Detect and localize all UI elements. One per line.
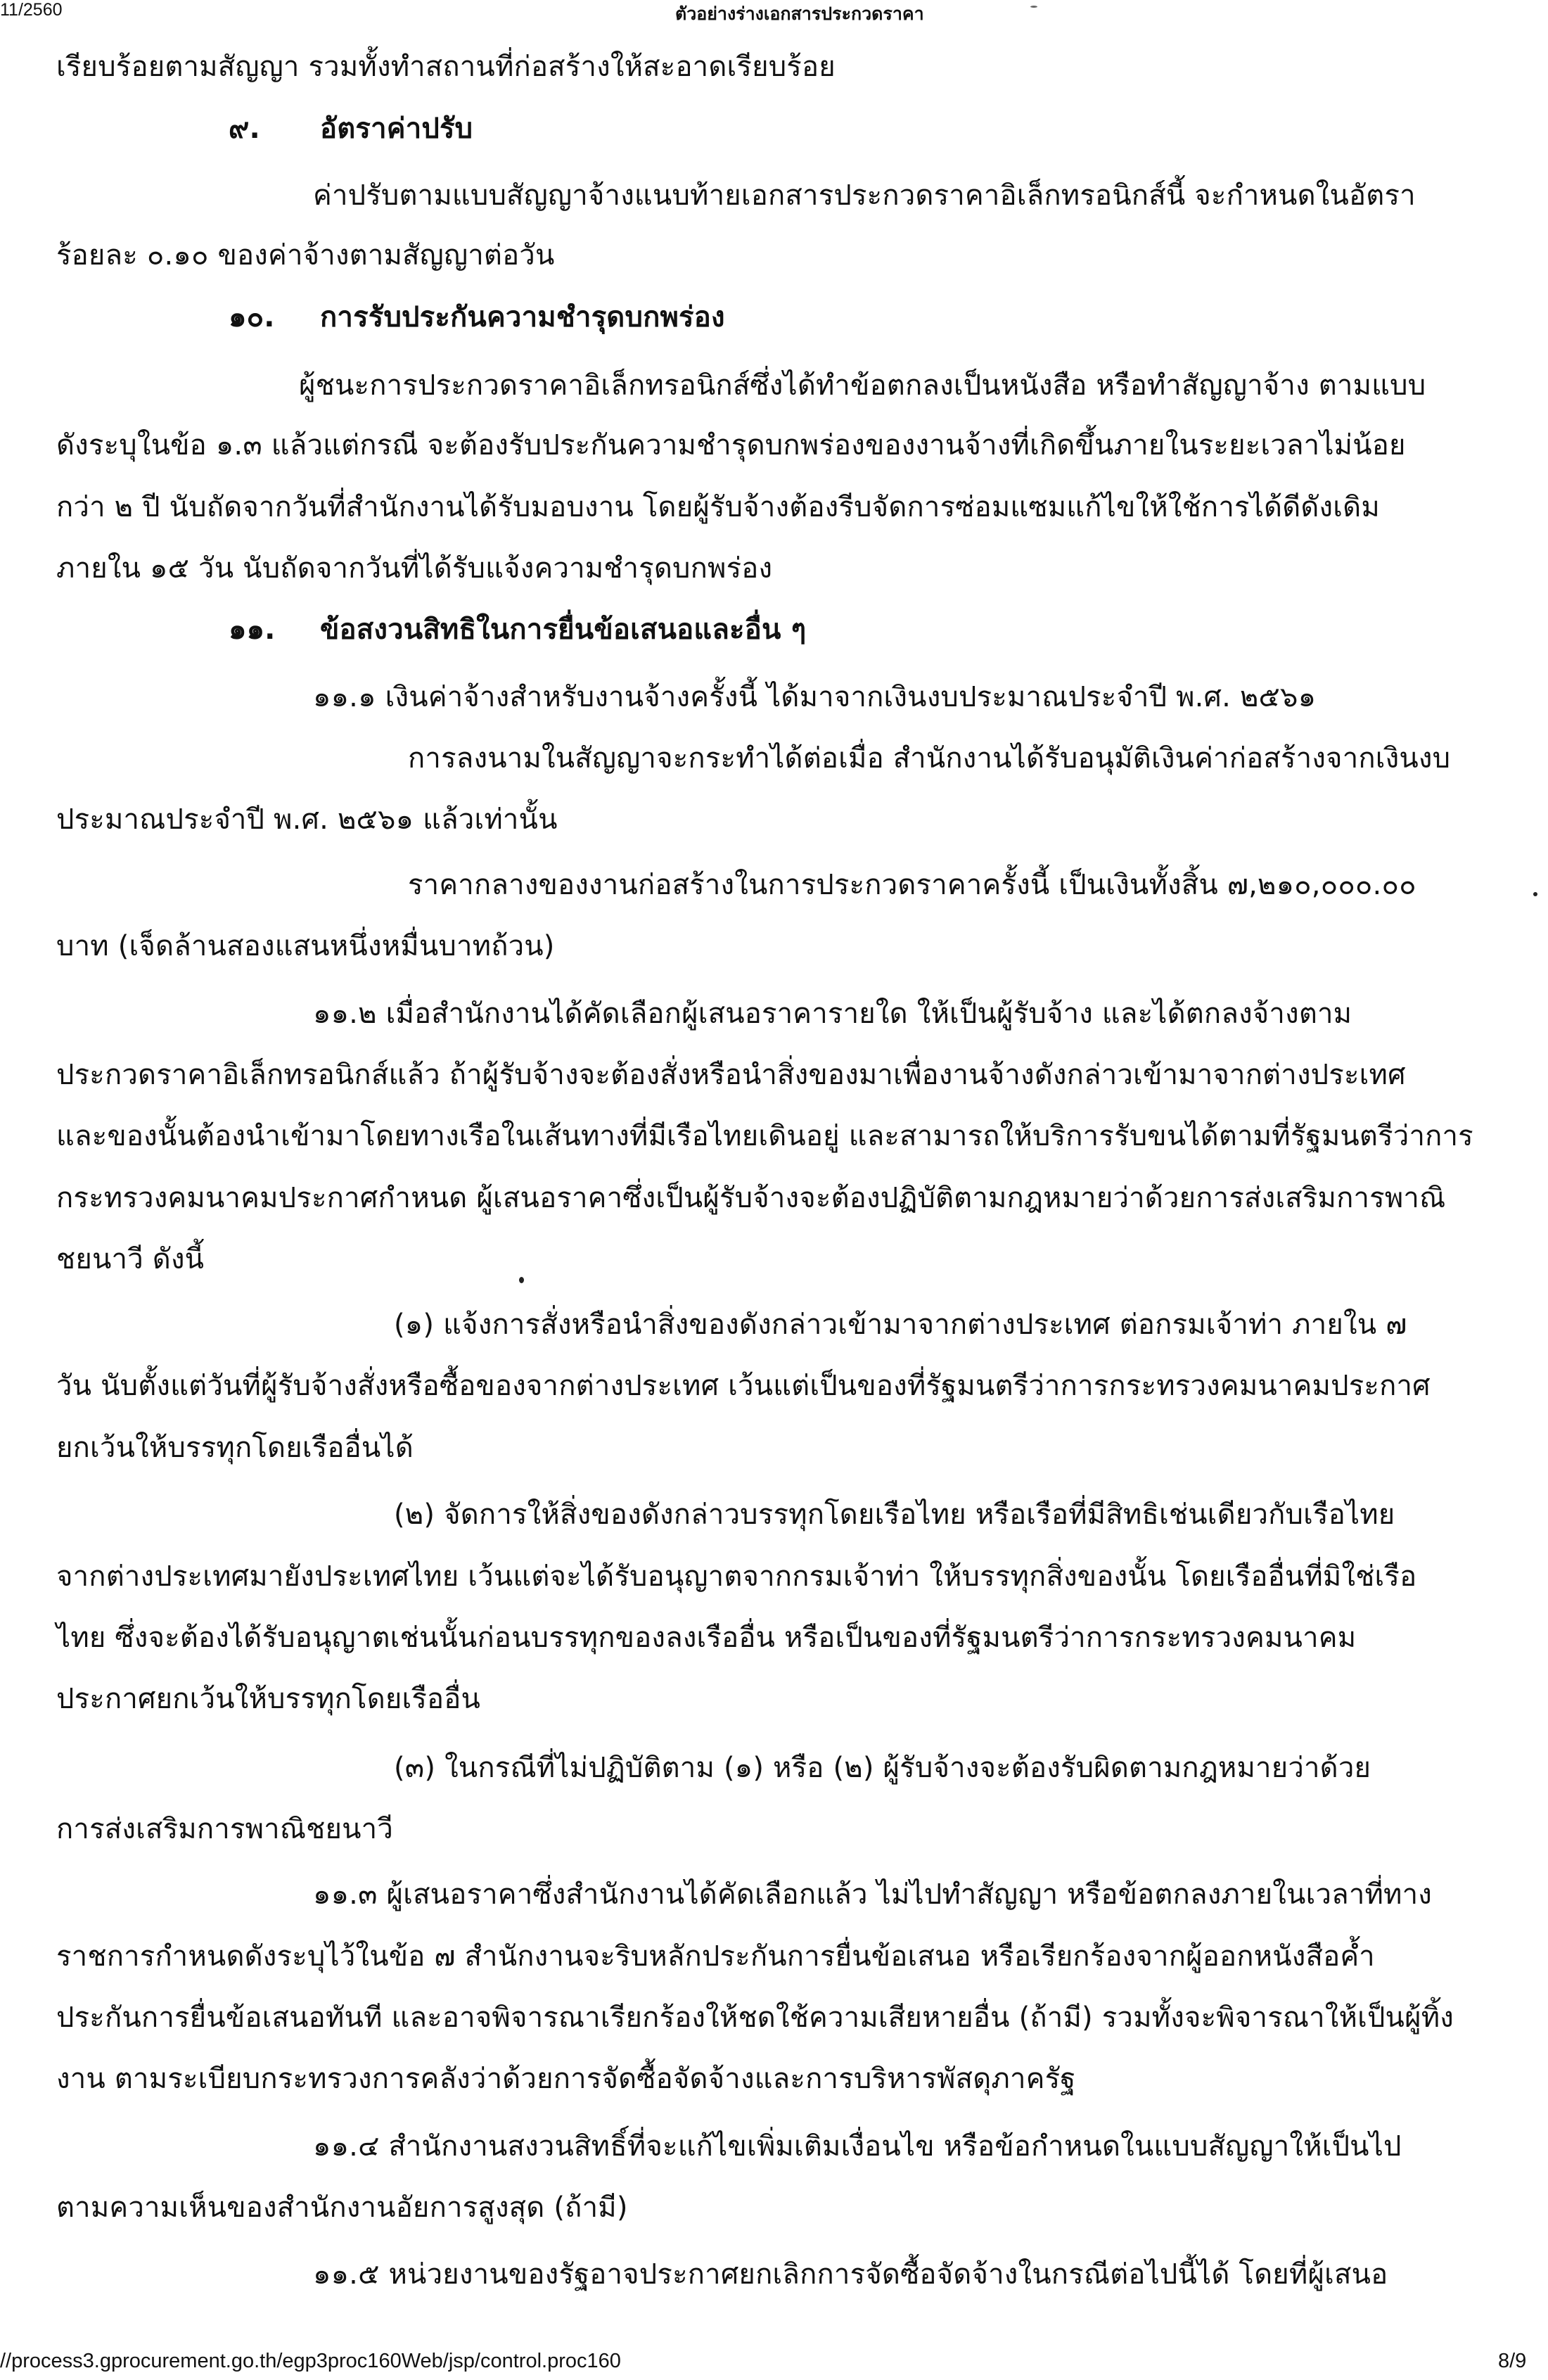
body-line: วัน นับตั้งแต่วันที่ผู้รับจ้างสั่งหรือซื้อของจากต่างประเทศ เว้นแต่เป็นของที่รัฐมนตรีว่าการกระทรวงคมนาคมประกาศ: [56, 1370, 1431, 1402]
body-line: การส่งเสริมการพาณิชยนาวี: [56, 1813, 393, 1845]
scan-speck: [1533, 892, 1537, 896]
header-date: 11/2560: [0, 0, 63, 20]
body-line: ดังระบุในข้อ ๑.๓ แล้วแต่กรณี จะต้องรับประกันความชำรุดบกพร่องของงานจ้างที่เกิดขึ้นภายในระยะเวลาไม่น้อย: [56, 429, 1406, 462]
section-heading: ข้อสงวนสิทธิในการยื่นข้อเสนอและอื่น ๆ: [320, 613, 807, 646]
body-line: ประกันการยื่นข้อเสนอทันที และอาจพิจารณาเรียกร้องให้ชดใช้ความเสียหายอื่น (ถ้ามี) รวมทั้งจะพิจารณาให้เป็นผู้ทิ้ง: [56, 2002, 1454, 2034]
body-line: ประกวดราคาอิเล็กทรอนิกส์แล้ว ถ้าผู้รับจ้างจะต้องสั่งหรือนำสิ่งของมาเพื่องานจ้างดังกล่าวเข้ามาจากต่างประเทศ: [56, 1059, 1406, 1091]
body-line: การลงนามในสัญญาจะกระทำได้ต่อเมื่อ สำนักงานได้รับอนุมัติเงินค่าก่อสร้างจากเงินงบ: [408, 742, 1451, 775]
body-line: ราคากลางของงานก่อสร้างในการประกวดราคาครั้งนี้ เป็นเงินทั้งสิ้น ๗,๒๑๐,๐๐๐.๐๐: [408, 869, 1416, 901]
body-line: ราชการกำหนดดังระบุไว้ในข้อ ๗ สำนักงานจะริบหลักประกันการยื่นข้อเสนอ หรือเรียกร้องจากผู้ออกหนังสือค้ำ: [56, 1940, 1375, 1973]
body-line: เรียบร้อยตามสัญญา รวมทั้งทำสถานที่ก่อสร้างให้สะอาดเรียบร้อย: [56, 51, 836, 83]
body-line: ๑๑.๓ ผู้เสนอราคาซึ่งสำนักงานได้คัดเลือกแล้ว ไม่ไปทำสัญญา หรือข้อตกลงภายในเวลาที่ทาง: [313, 1878, 1433, 1911]
body-line: ตามความเห็นของสำนักงานอัยการสูงสุด (ถ้ามี): [56, 2191, 628, 2224]
body-line: ยกเว้นให้บรรทุกโดยเรืออื่นได้: [56, 1432, 414, 1464]
body-line: ภายใน ๑๕ วัน นับถัดจากวันที่ได้รับแจ้งความชำรุดบกพร่อง: [56, 552, 773, 585]
body-line: ๑๑.๕ หน่วยงานของรัฐอาจประกาศยกเลิกการจัดซื้อจัดจ้างในกรณีต่อไปนี้ได้ โดยที่ผู้เสนอ: [313, 2258, 1388, 2291]
body-line: และของนั้นต้องนำเข้ามาโดยทางเรือในเส้นทางที่มีเรือไทยเดินอยู่ และสามารถให้บริการรับขนได้ตามที่รัฐมนตรีว่าการ: [56, 1120, 1473, 1152]
body-line: บาท (เจ็ดล้านสองแสนหนึ่งหมื่นบาทถ้วน): [56, 930, 555, 962]
body-line: (๒) จัดการให้สิ่งของดังกล่าวบรรทุกโดยเรือไทย หรือเรือที่มีสิทธิเช่นเดียวกับเรือไทย: [394, 1498, 1395, 1531]
body-line: ผู้ชนะการประกวดราคาอิเล็กทรอนิกส์ซึ่งได้ทำข้อตกลงเป็นหนังสือ หรือทำสัญญาจ้าง ตามแบบ: [299, 369, 1426, 402]
section-number: ๑๐.: [229, 301, 275, 333]
body-line: ไทย ซึ่งจะต้องได้รับอนุญาตเช่นนั้นก่อนบรรทุกของลงเรืออื่น หรือเป็นของที่รัฐมนตรีว่าการกระทรวงคมนาคม: [56, 1622, 1357, 1654]
document-header-title: ตัวอย่างร่างเอกสารประกวดราคา: [675, 4, 924, 24]
section-number: ๙.: [229, 113, 260, 145]
body-line: งาน ตามระเบียบกระทรวงการคลังว่าด้วยการจัดซื้อจัดจ้างและการบริหารพัสดุภาครัฐ: [56, 2063, 1076, 2095]
page-number: 8/9: [1498, 2350, 1527, 2372]
scan-speck: [519, 1277, 524, 1283]
body-line: (๓) ในกรณีที่ไม่ปฏิบัติตาม (๑) หรือ (๒) ผู้รับจ้างจะต้องรับผิดตามกฎหมายว่าด้วย: [394, 1752, 1371, 1784]
footer-url: //process3.gprocurement.go.th/egp3proc160Web/jsp/control.proc160: [0, 2350, 621, 2372]
section-number: ๑๑.: [229, 613, 276, 646]
body-line: ร้อยละ ๐.๑๐ ของค่าจ้างตามสัญญาต่อวัน: [56, 239, 555, 272]
body-line: กว่า ๒ ปี นับถัดจากวันที่สำนักงานได้รับมอบงาน โดยผู้รับจ้างต้องรีบจัดการซ่อมแซมแก้ไขให้ใช้การได้ดีดังเดิม: [56, 491, 1380, 523]
body-line: ค่าปรับตามแบบสัญญาจ้างแนบท้ายเอกสารประกวดราคาอิเล็กทรอนิกส์นี้ จะกำหนดในอัตรา: [313, 179, 1416, 212]
body-line: (๑) แจ้งการสั่งหรือนำสิ่งของดังกล่าวเข้ามาจากต่างประเทศ ต่อกรมเจ้าท่า ภายใน ๗: [394, 1309, 1407, 1341]
scan-speck: [1030, 6, 1037, 8]
body-line: ชยนาวี ดังนี้: [56, 1243, 205, 1275]
body-line: ประมาณประจำปี พ.ศ. ๒๕๖๑ แล้วเท่านั้น: [56, 803, 558, 836]
body-line: ประกาศยกเว้นให้บรรทุกโดยเรืออื่น: [56, 1683, 481, 1715]
section-heading: อัตราค่าปรับ: [320, 113, 473, 145]
body-line: กระทรวงคมนาคมประกาศกำหนด ผู้เสนอราคาซึ่งเป็นผู้รับจ้างจะต้องปฏิบัติตามกฎหมายว่าด้วยการส่งเสริมการพาณิ: [56, 1182, 1446, 1214]
body-line: จากต่างประเทศมายังประเทศไทย เว้นแต่จะได้รับอนุญาตจากกรมเจ้าท่า ให้บรรทุกสิ่งของนั้น โดยเรืออื่นที่มิใช่เรือ: [56, 1560, 1417, 1593]
body-line: ๑๑.๒ เมื่อสำนักงานได้คัดเลือกผู้เสนอราคารายใด ให้เป็นผู้รับจ้าง และได้ตกลงจ้างตาม: [313, 998, 1352, 1030]
body-line: ๑๑.๑ เงินค่าจ้างสำหรับงานจ้างครั้งนี้ ได้มาจากเงินงบประมาณประจำปี พ.ศ. ๒๕๖๑: [313, 681, 1317, 713]
body-line: ๑๑.๔ สำนักงานสงวนสิทธิ์ที่จะแก้ไขเพิ่มเติมเงื่อนไข หรือข้อกำหนดในแบบสัญญาให้เป็นไป: [313, 2130, 1402, 2163]
section-heading: การรับประกันความชำรุดบกพร่อง: [320, 301, 725, 333]
